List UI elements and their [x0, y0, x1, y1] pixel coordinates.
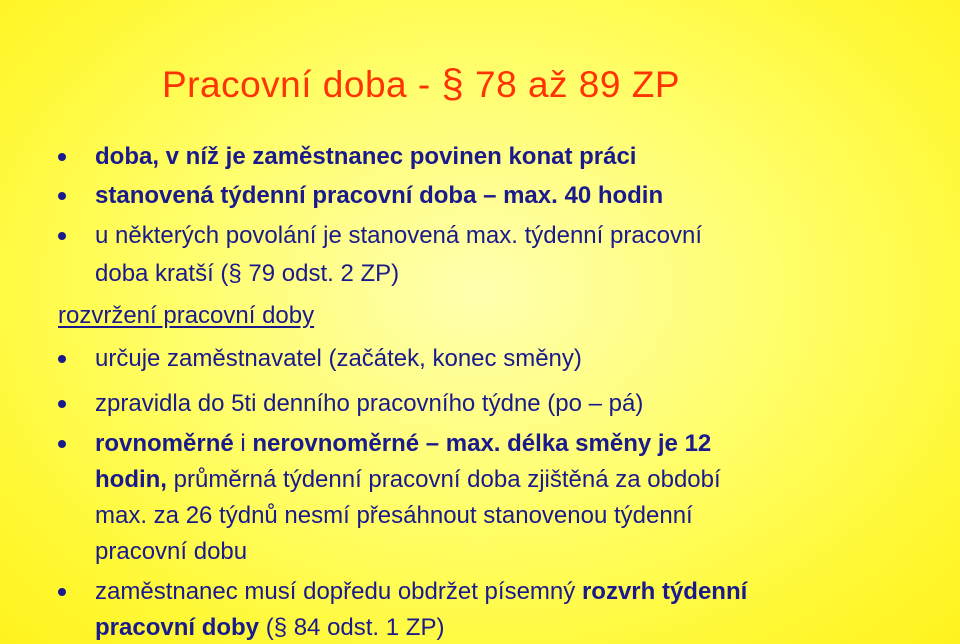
text-average: průměrná týdenní pracovní doba zjištěná za období: [166, 466, 721, 493]
text-must-receive: zaměstnanec musí dopředu obdržet písemný: [95, 578, 582, 605]
bullet-icon: [58, 588, 66, 596]
list-item-shorter-line1: u některých povolání je stanovená max. týdenní pracovní: [95, 222, 703, 249]
list-item-employer-sets: určuje zaměstnavatel (začátek, konec směny): [95, 345, 582, 372]
title-section-sign: §: [441, 62, 465, 106]
list-item-written-schedule-line1: [95, 577, 747, 607]
text-working-time: pracovní doby: [95, 614, 260, 641]
text-reference: (§ 84 odst. 1 ZP): [259, 614, 445, 641]
subheading-schedule: rozvržení pracovní doby: [58, 302, 315, 329]
bullet-icon: [58, 400, 66, 408]
text-weekly-schedule: rozvrh týdenní: [581, 578, 748, 605]
title-suffix: 78 až 89 ZP: [464, 64, 681, 105]
bullet-icon: [58, 232, 66, 240]
bullet-icon: [58, 153, 66, 161]
slide-title: [162, 62, 680, 107]
text-hours: hodin,: [95, 466, 167, 493]
list-item-shift-length-line3: max. za 26 týdnů nesmí přesáhnout stanovenou týdenní: [95, 502, 693, 529]
list-item-written-schedule-line2: [95, 613, 444, 643]
text-and: i: [233, 430, 253, 457]
text-uneven-max: nerovnoměrné – max. délka směny je 12: [252, 430, 712, 457]
list-item-duty-definition: doba, v níž je zaměstnanec povinen konat práci: [95, 143, 637, 170]
bullet-icon: [58, 192, 66, 200]
list-item-five-day-week: zpravidla do 5ti denního pracovního týdne (po – pá): [95, 390, 644, 417]
bullet-icon: [58, 355, 66, 363]
list-item-weekly-max: stanovená týdenní pracovní doba – max. 40 hodin: [95, 182, 664, 209]
list-item-shift-length-line4: pracovní dobu: [95, 538, 248, 565]
list-item-shift-length-line2: [95, 465, 721, 495]
list-item-shorter-line2: doba kratší (§ 79 odst. 2 ZP): [95, 260, 400, 287]
bullet-icon: [58, 440, 66, 448]
text-even: rovnoměrné: [95, 430, 234, 457]
list-item-shift-length-line1: [95, 429, 711, 459]
title-prefix: Pracovní doba -: [162, 64, 442, 105]
